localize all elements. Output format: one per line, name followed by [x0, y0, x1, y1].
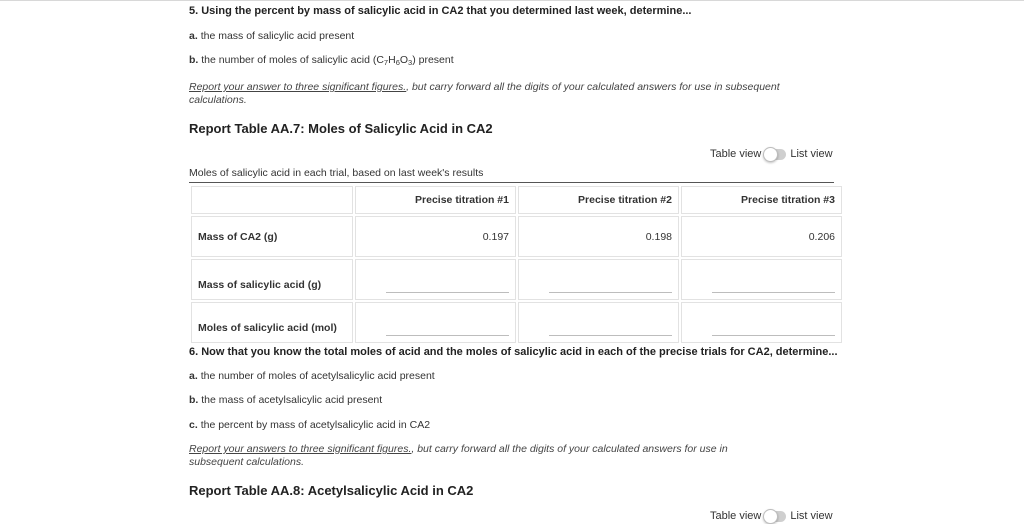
formula-subscript: 3: [408, 58, 413, 67]
answer-cell: [355, 302, 516, 343]
question-5-heading: 5. Using the percent by mass of salicylic acid in CA2 that you determined last week, determine...: [189, 5, 692, 17]
caption-divider: [189, 182, 834, 183]
column-header: Precise titration #1: [355, 186, 516, 214]
answer-input[interactable]: [386, 321, 509, 336]
answer-input[interactable]: [712, 278, 835, 293]
table-row: [191, 216, 842, 257]
answer-input[interactable]: [549, 321, 672, 336]
sig-fig-link[interactable]: Report your answer to three significant figures.: [189, 81, 407, 93]
question-5-item-a: a. the mass of salicylic acid present: [189, 30, 355, 42]
header-empty-cell: [191, 186, 353, 214]
sig-fig-note-text: , but carry forward all the digits of your calculated answers for use in subsequent calculations.: [189, 81, 780, 106]
moles-table: [189, 184, 844, 345]
row-label: Moles of salicylic acid (mol): [191, 302, 353, 343]
question-5-item-b-suffix: ) present: [412, 54, 454, 66]
list-view-label: List view: [790, 510, 833, 522]
table-header-row: [191, 186, 842, 214]
answer-input[interactable]: [712, 321, 835, 336]
sig-fig-link-2[interactable]: Report your answers to three significant figures.: [189, 443, 412, 455]
table-cell-value: 0.197: [355, 216, 516, 257]
view-switch[interactable]: [764, 149, 786, 160]
sig-fig-note-text-2: , but carry forward all the digits of your calculated answers for use in subsequent calculations.: [189, 443, 728, 468]
table-cell-value: 0.198: [518, 216, 679, 257]
question-6-item-b: b. the mass of acetylsalicylic acid present: [189, 394, 383, 406]
formula-subscript: 7: [383, 58, 389, 67]
table-caption: Moles of salicylic acid in each trial, based on last week's results: [189, 167, 484, 179]
view-toggle-2[interactable]: [710, 510, 833, 522]
table-row: [191, 259, 842, 300]
sig-fig-note-2: [189, 443, 774, 469]
table-view-label: Table view: [710, 510, 762, 522]
question-6-heading: 6. Now that you know the total moles of acid and the moles of salicylic acid in each of the precise trials for CA2, determine...: [189, 346, 838, 358]
question-6-item-a-text: the number of moles of acetylsalicylic acid present: [200, 370, 435, 382]
answer-input[interactable]: [386, 278, 509, 293]
view-toggle[interactable]: [710, 148, 833, 160]
table-view-label: Table view: [710, 148, 762, 160]
question-5-item-b-text: the number of moles of salicylic acid (C: [201, 54, 384, 66]
row-label: Mass of CA2 (g): [191, 216, 353, 257]
question-6-item-c-text: the percent by mass of acetylsalicylic acid in CA2: [200, 419, 431, 431]
question-6-item-b-text: the mass of acetylsalicylic acid present: [201, 394, 383, 406]
view-switch[interactable]: [764, 511, 786, 522]
report-table-8-title: Report Table AA.8: Acetylsalicylic Acid in CA2: [189, 483, 474, 498]
switch-knob: [763, 147, 778, 162]
column-header: Precise titration #2: [518, 186, 679, 214]
answer-cell: [518, 259, 679, 300]
question-5-item-b: b. the number of moles of salicylic acid $(C_7H_6O_3)$ present: [189, 54, 454, 67]
formula-element: O: [399, 54, 409, 66]
formula-element: H: [388, 54, 396, 66]
sig-fig-note: [189, 81, 829, 107]
report-table-7-title: Report Table AA.7: Moles of Salicylic Acid in CA2: [189, 121, 493, 136]
answer-cell: [681, 259, 842, 300]
column-header: Precise titration #3: [681, 186, 842, 214]
answer-cell: [681, 302, 842, 343]
question-6-item-a: a. the number of moles of acetylsalicylic acid present: [189, 370, 435, 382]
answer-cell: [355, 259, 516, 300]
question-5-item-a-text: the mass of salicylic acid present: [200, 30, 355, 42]
row-label: Mass of salicylic acid (g): [191, 259, 353, 300]
question-6-item-c: c. the percent by mass of acetylsalicylic acid in CA2: [189, 419, 431, 431]
switch-knob: [763, 509, 778, 524]
answer-cell: [518, 302, 679, 343]
top-divider: [0, 0, 1024, 1]
formula-subscript: 6: [395, 58, 400, 67]
list-view-label: List view: [790, 148, 833, 160]
answer-input[interactable]: [549, 278, 672, 293]
table-cell-value: 0.206: [681, 216, 842, 257]
table-row: [191, 302, 842, 343]
